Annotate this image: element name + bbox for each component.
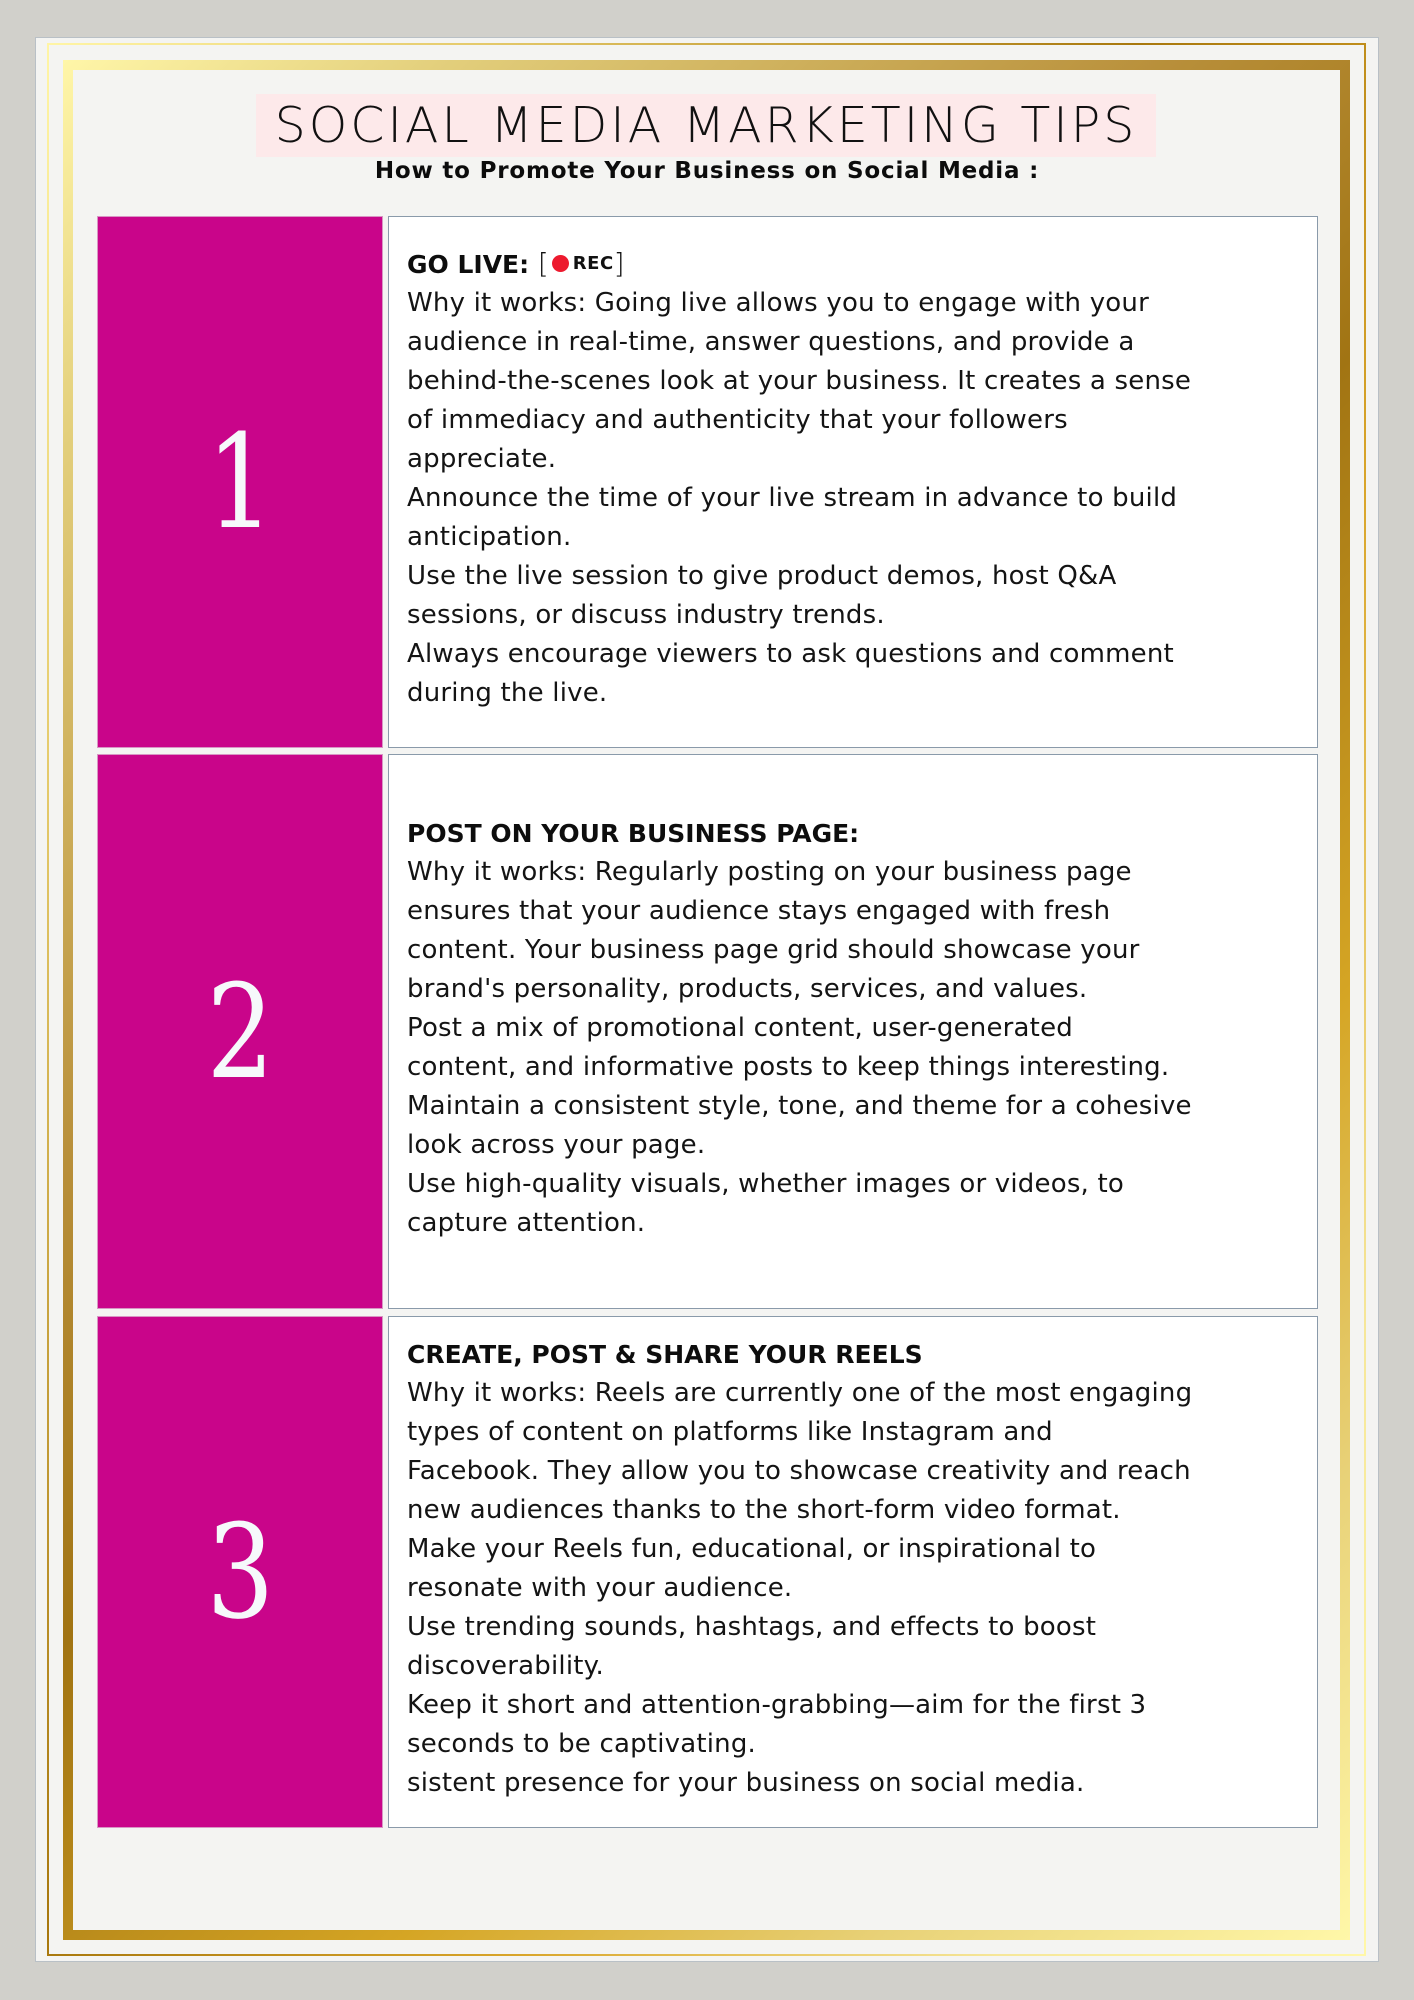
page-title: SOCIAL MEDIA MARKETING TIPS	[274, 97, 1138, 154]
tip-number: 3	[206, 1496, 274, 1648]
title-highlight	[256, 94, 1156, 157]
tip-line: Why it works: Reels are currently one of the most engaging	[407, 1378, 1193, 1408]
tip-line: Why it works: Regularly posting on your business page	[407, 857, 1132, 887]
bracket-close: ]	[613, 247, 625, 280]
tip-line: resonate with your audience.	[407, 1573, 793, 1603]
bracket-open: [	[537, 247, 549, 280]
tip-line: Keep it short and attention-grabbing—aim for the first 3	[407, 1690, 1147, 1720]
tip-heading	[407, 244, 1305, 284]
rec-label: REC	[572, 253, 614, 274]
tip-line: Always encourage viewers to ask questions and comment	[407, 639, 1174, 669]
tip-line: Post a mix of promotional content, user-generated	[407, 1013, 1073, 1043]
tip-number: 1	[206, 406, 274, 558]
tip-line: during the live.	[407, 678, 608, 708]
tip-line: discoverability.	[407, 1651, 604, 1681]
tip-line: ensures that your audience stays engaged with fresh	[407, 896, 1111, 926]
tip-line: capture attention.	[407, 1208, 646, 1238]
tip-line: content. Your business page grid should showcase your	[407, 935, 1140, 965]
tip-line: types of content on platforms like Instagram and	[407, 1417, 1053, 1447]
tip-line: new audiences thanks to the short-form video format.	[407, 1495, 1121, 1525]
tip-line: Use the live session to give product demos, host Q&A	[407, 561, 1117, 591]
number-block	[97, 216, 383, 748]
tip-line: sistent presence for your business on social media.	[407, 1768, 1085, 1798]
tip-line: audience in real-time, answer questions, and provide a	[407, 327, 1135, 357]
record-dot-icon	[552, 255, 569, 272]
tip-heading-text: GO LIVE:	[407, 250, 530, 279]
tip-number: 2	[206, 955, 274, 1108]
document-page	[36, 38, 1378, 1961]
tip-heading: CREATE, POST & SHARE YOUR REELS	[407, 1340, 923, 1369]
tip-line: brand's personality, products, services, and values.	[407, 974, 1088, 1004]
page-subtitle: How to Promote Your Business on Social Media :	[374, 158, 1040, 184]
tip-card	[388, 216, 1318, 748]
tip-line: Announce the time of your live stream in advance to build	[407, 483, 1178, 513]
tip-line: seconds to be captivating.	[407, 1729, 757, 1759]
tip-line: content, and informative posts to keep things interesting.	[407, 1052, 1170, 1082]
tip-line: Why it works: Going live allows you to engage with your	[407, 288, 1149, 318]
tip-line: anticipation.	[407, 522, 572, 552]
tip-card	[388, 754, 1318, 1309]
tip-line: sessions, or discuss industry trends.	[407, 600, 885, 630]
tip-line: of immediacy and authenticity that your followers	[407, 405, 1068, 435]
tip-line: Maintain a consistent style, tone, and theme for a cohesive	[407, 1091, 1192, 1121]
tip-heading: POST ON YOUR BUSINESS PAGE:	[407, 819, 860, 848]
tip-line: appreciate.	[407, 444, 557, 474]
tip-row-3	[97, 1316, 1318, 1828]
tip-card	[388, 1316, 1318, 1828]
number-block	[97, 754, 383, 1309]
tip-line: look across your page.	[407, 1130, 706, 1160]
tip-line: Use high-quality visuals, whether images or videos, to	[407, 1169, 1124, 1199]
number-block	[97, 1316, 383, 1828]
tip-line: Use trending sounds, hashtags, and effects to boost	[407, 1612, 1097, 1642]
rec-badge	[538, 244, 625, 283]
tip-line: Make your Reels fun, educational, or inspirational to	[407, 1534, 1097, 1564]
tip-line: Facebook. They allow you to showcase creativity and reach	[407, 1456, 1191, 1486]
tip-row-1	[97, 216, 1318, 748]
tip-line: behind-the-scenes look at your business. It creates a sense	[407, 366, 1192, 396]
tip-row-2	[97, 754, 1318, 1309]
